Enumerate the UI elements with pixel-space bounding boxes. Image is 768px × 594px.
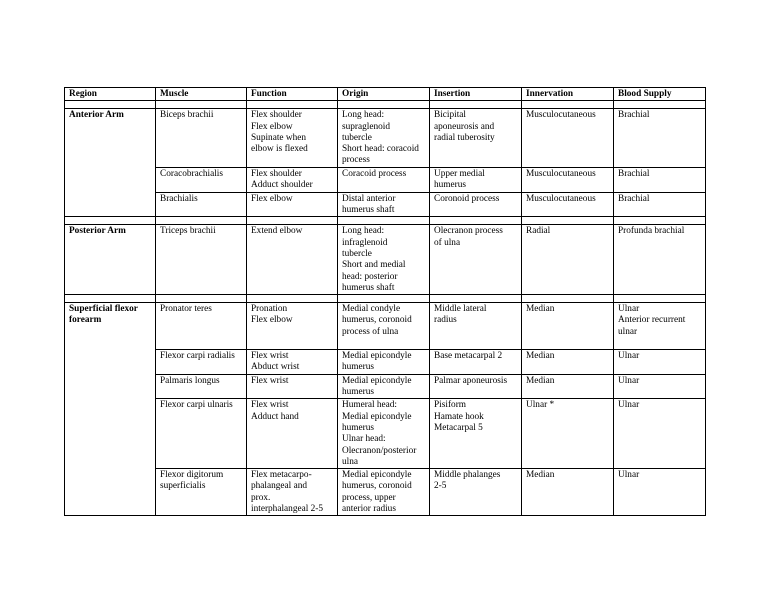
cell-line: infraglenoid [342, 237, 388, 248]
cell-line: radial tuberosity [434, 132, 495, 143]
blood-supply-cell [614, 399, 706, 469]
blood-supply-cell [614, 469, 706, 516]
function-cell [247, 225, 338, 295]
separator-cell [614, 295, 706, 303]
separator-cell [247, 295, 338, 303]
cell-line: Flex wrist [251, 351, 289, 362]
cell-line: tubercle [342, 132, 372, 143]
table-row [65, 374, 706, 399]
cell-line: humerus shaft [342, 282, 395, 293]
cell-line: Brachial [618, 168, 650, 179]
cell-line: Base metacarpal 2 [434, 351, 503, 362]
cell-line: head: posterior [342, 271, 398, 282]
cell-line: Flex wrist [251, 400, 289, 411]
region-cell [65, 109, 156, 217]
cell-line: humerus [342, 387, 375, 398]
cell-line: Anterior recurrent [618, 315, 686, 326]
separator-cell [338, 217, 430, 225]
separator-cell [614, 101, 706, 109]
cell-line: Anterior Arm [69, 110, 124, 121]
origin-cell [338, 167, 430, 192]
cell-line: interphalangeal 2-5 [251, 504, 324, 515]
header-region: Region [65, 88, 156, 101]
separator-row [65, 101, 706, 109]
cell-line: Ulnar head: [342, 434, 386, 445]
insertion-cell [430, 225, 522, 295]
header-row [65, 88, 706, 101]
cell-line: Hamate hook [434, 411, 484, 422]
cell-line: Musculocutaneous [526, 168, 596, 179]
innervation-cell [522, 374, 614, 399]
cell-line: Metacarpal 5 [434, 422, 483, 433]
cell-line: supraglenoid [342, 121, 391, 132]
separator-cell [430, 101, 522, 109]
separator-cell [156, 295, 247, 303]
cell-line: Ulnar [618, 470, 640, 481]
cell-line: Pisiform [434, 400, 467, 411]
cell-line: Extend elbow [251, 226, 303, 237]
separator-cell [65, 217, 156, 225]
cell-line: humerus [342, 362, 375, 373]
cell-line: Radial [526, 226, 551, 237]
separator-cell [65, 295, 156, 303]
separator-cell [156, 101, 247, 109]
cell-line: Superficial flexor [69, 304, 138, 315]
cell-line: Flex elbow [251, 193, 293, 204]
origin-cell [338, 225, 430, 295]
cell-line: Flexor carpi radialis [160, 351, 235, 362]
cell-line: Middle lateral [434, 304, 487, 315]
origin-cell [338, 303, 430, 350]
innervation-cell [522, 167, 614, 192]
cell-line: Adduct hand [251, 411, 299, 422]
separator-cell [614, 217, 706, 225]
muscle-cell [156, 192, 247, 217]
innervation-cell [522, 109, 614, 167]
cell-line: Medial condyle [342, 304, 401, 315]
blood-supply-cell [614, 303, 706, 350]
innervation-cell [522, 303, 614, 350]
muscle-cell [156, 109, 247, 167]
insertion-cell [430, 374, 522, 399]
separator-row [65, 217, 706, 225]
header-origin: Origin [338, 88, 430, 101]
cell-line: humerus [342, 422, 375, 433]
separator-cell [430, 217, 522, 225]
cell-line: Pronator teres [160, 304, 212, 315]
cell-line: Coracoid process [342, 168, 407, 179]
cell-line: Median [526, 304, 555, 315]
cell-line: Brachialis [160, 193, 198, 204]
cell-line: Olecranon/posterior [342, 445, 417, 456]
cell-line: Brachial [618, 193, 650, 204]
cell-line: Palmar aponeurosis [434, 375, 508, 386]
insertion-cell [430, 303, 522, 350]
muscle-cell [156, 350, 247, 375]
separator-cell [338, 101, 430, 109]
cell-line: Middle phalanges [434, 470, 501, 481]
separator-cell [522, 101, 614, 109]
blood-supply-cell [614, 167, 706, 192]
innervation-cell [522, 469, 614, 516]
blood-supply-cell [614, 225, 706, 295]
cell-line: aponeurosis and [434, 121, 495, 132]
table-row [65, 399, 706, 469]
cell-line: process of ulna [342, 326, 399, 337]
blood-supply-cell [614, 350, 706, 375]
cell-line: radius [434, 315, 457, 326]
cell-line: Humeral head: [342, 400, 397, 411]
header-insertion: Insertion [430, 88, 522, 101]
cell-line: ulna [342, 456, 359, 467]
separator-cell [247, 217, 338, 225]
cell-line: elbow is flexed [251, 144, 308, 155]
cell-line: Flexor digitorum [160, 470, 224, 481]
origin-cell [338, 469, 430, 516]
origin-cell [338, 374, 430, 399]
innervation-cell [522, 350, 614, 375]
cell-line: Biceps brachii [160, 110, 214, 121]
muscle-table [64, 87, 706, 516]
cell-line: Ulnar * [526, 400, 555, 411]
cell-line: humerus shaft [342, 205, 395, 216]
separator-cell [522, 295, 614, 303]
table-row [65, 350, 706, 375]
cell-line: Ulnar [618, 375, 640, 386]
region-cell [65, 225, 156, 295]
cell-line: Brachial [618, 110, 650, 121]
function-cell [247, 167, 338, 192]
function-cell [247, 469, 338, 516]
separator-cell [338, 295, 430, 303]
muscle-cell [156, 374, 247, 399]
cell-line: Profunda brachial [618, 226, 685, 237]
cell-line: Olecranon process [434, 226, 503, 237]
cell-line: Adduct shoulder [251, 180, 313, 191]
function-cell [247, 192, 338, 217]
separator-cell [522, 217, 614, 225]
cell-line: tubercle [342, 248, 372, 259]
header-blood-supply: Blood Supply [614, 88, 706, 101]
cell-line: Median [526, 375, 555, 386]
cell-line: superficialis [160, 481, 206, 492]
cell-line: of ulna [434, 237, 461, 248]
header-function: Function [247, 88, 338, 101]
table-body [65, 101, 706, 516]
table-row [65, 303, 706, 350]
cell-line: process [342, 155, 370, 166]
insertion-cell [430, 399, 522, 469]
cell-line: Supinate when [251, 132, 306, 143]
cell-line: phalangeal and [251, 481, 308, 492]
table-row [65, 109, 706, 167]
cell-line: humerus, coronoid [342, 315, 412, 326]
insertion-cell [430, 109, 522, 167]
insertion-cell [430, 350, 522, 375]
table-row [65, 225, 706, 295]
innervation-cell [522, 399, 614, 469]
function-cell [247, 303, 338, 350]
cell-line: Upper medial [434, 168, 485, 179]
origin-cell [338, 350, 430, 375]
cell-line: Short and medial [342, 260, 406, 271]
cell-line: process, upper [342, 492, 396, 503]
function-cell [247, 374, 338, 399]
region-cell [65, 303, 156, 516]
cell-line: Distal anterior [342, 193, 396, 204]
innervation-cell [522, 192, 614, 217]
cell-line: Palmaris longus [160, 375, 220, 386]
table-row [65, 167, 706, 192]
insertion-cell [430, 469, 522, 516]
cell-line: humerus, coronoid [342, 481, 412, 492]
function-cell [247, 350, 338, 375]
origin-cell [338, 109, 430, 167]
cell-line: Musculocutaneous [526, 110, 596, 121]
cell-line: Long head: [342, 110, 385, 121]
cell-line: Coronoid process [434, 193, 500, 204]
cell-line: Ulnar [618, 400, 640, 411]
cell-line: Medial epicondyle [342, 375, 412, 386]
cell-line: Flexor carpi ulnaris [160, 400, 233, 411]
muscle-cell [156, 225, 247, 295]
cell-line: forearm [69, 315, 102, 326]
function-cell [247, 399, 338, 469]
separator-row [65, 295, 706, 303]
cell-line: Flex elbow [251, 121, 293, 132]
blood-supply-cell [614, 374, 706, 399]
table-row [65, 192, 706, 217]
muscle-cell [156, 399, 247, 469]
cell-line: Medial epicondyle [342, 411, 412, 422]
cell-line: Flex metacarpo- [251, 470, 312, 481]
muscle-cell [156, 303, 247, 350]
origin-cell [338, 399, 430, 469]
muscle-cell [156, 469, 247, 516]
blood-supply-cell [614, 109, 706, 167]
cell-line: Triceps brachii [160, 226, 216, 237]
cell-line: Bicipital [434, 110, 467, 121]
separator-cell [156, 217, 247, 225]
insertion-cell [430, 192, 522, 217]
cell-line: Coracobrachialis [160, 168, 223, 179]
cell-line: Flex shoulder [251, 168, 302, 179]
cell-line: Ulnar [618, 304, 640, 315]
muscle-cell [156, 167, 247, 192]
cell-line: Medial epicondyle [342, 351, 412, 362]
cell-line: Abduct wrist [251, 362, 300, 373]
table-row [65, 469, 706, 516]
cell-line: prox. [251, 492, 271, 503]
header-muscle: Muscle [156, 88, 247, 101]
separator-cell [65, 101, 156, 109]
cell-line: 2-5 [434, 481, 447, 492]
cell-line: Musculocutaneous [526, 193, 596, 204]
cell-line: Short head: coracoid [342, 144, 419, 155]
cell-line: Long head: [342, 226, 385, 237]
cell-line: Flex wrist [251, 375, 289, 386]
separator-cell [247, 101, 338, 109]
cell-line: Pronation [251, 304, 288, 315]
innervation-cell [522, 225, 614, 295]
header-innervation: Innervation [522, 88, 614, 101]
cell-line: Ulnar [618, 351, 640, 362]
cell-line: Medial epicondyle [342, 470, 412, 481]
cell-line: humerus [434, 180, 467, 191]
separator-cell [430, 295, 522, 303]
cell-line: Flex elbow [251, 315, 293, 326]
blood-supply-cell [614, 192, 706, 217]
cell-line: Posterior Arm [69, 226, 126, 237]
cell-line: Median [526, 470, 555, 481]
cell-line: ulnar [618, 326, 638, 337]
cell-line: anterior radius [342, 504, 396, 515]
insertion-cell [430, 167, 522, 192]
cell-line: Flex shoulder [251, 110, 302, 121]
origin-cell [338, 192, 430, 217]
cell-line: Median [526, 351, 555, 362]
function-cell [247, 109, 338, 167]
